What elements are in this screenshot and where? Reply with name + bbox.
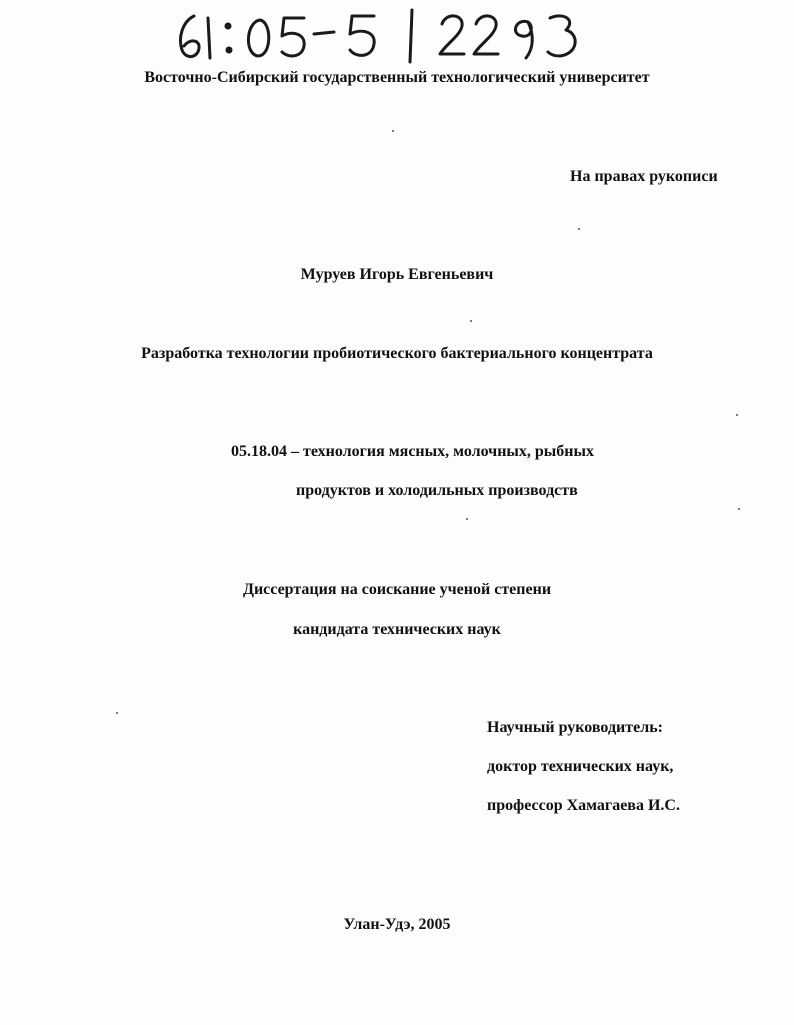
scan-speck [578, 228, 580, 230]
scan-speck [466, 518, 468, 520]
supervisor-label: Научный руководитель: [487, 719, 663, 736]
supervisor-degree: доктор технических наук, [487, 758, 674, 775]
specialty-line-1: 05.18.04 – технология мясных, молочных, рыбных [231, 443, 595, 460]
handwritten-archive-number [172, 4, 592, 64]
scan-speck [738, 508, 740, 510]
handwritten-archive-number-drawing [172, 4, 592, 64]
supervisor-name: профессор Хамагаева И.С. [487, 797, 680, 814]
specialty-line-2: продуктов и холодильных производств [296, 482, 578, 499]
degree-line-2: кандидата технических наук [293, 621, 501, 638]
university-name: Восточно-Сибирский государственный технологический университет [144, 69, 650, 86]
scan-speck [392, 130, 394, 132]
scan-speck [736, 414, 738, 416]
place-and-year: Улан-Удэ, 2005 [343, 916, 451, 933]
scan-speck [470, 320, 472, 322]
dissertation-title: Разработка технологии пробиотического бактериального концентрата [141, 345, 653, 362]
scan-speck [116, 712, 118, 714]
degree-line-1: Диссертация на соискание ученой степени [242, 581, 552, 598]
manuscript-rights-note: На правах рукописи [570, 168, 718, 185]
author-name: Муруев Игорь Евгеньевич [300, 266, 494, 283]
